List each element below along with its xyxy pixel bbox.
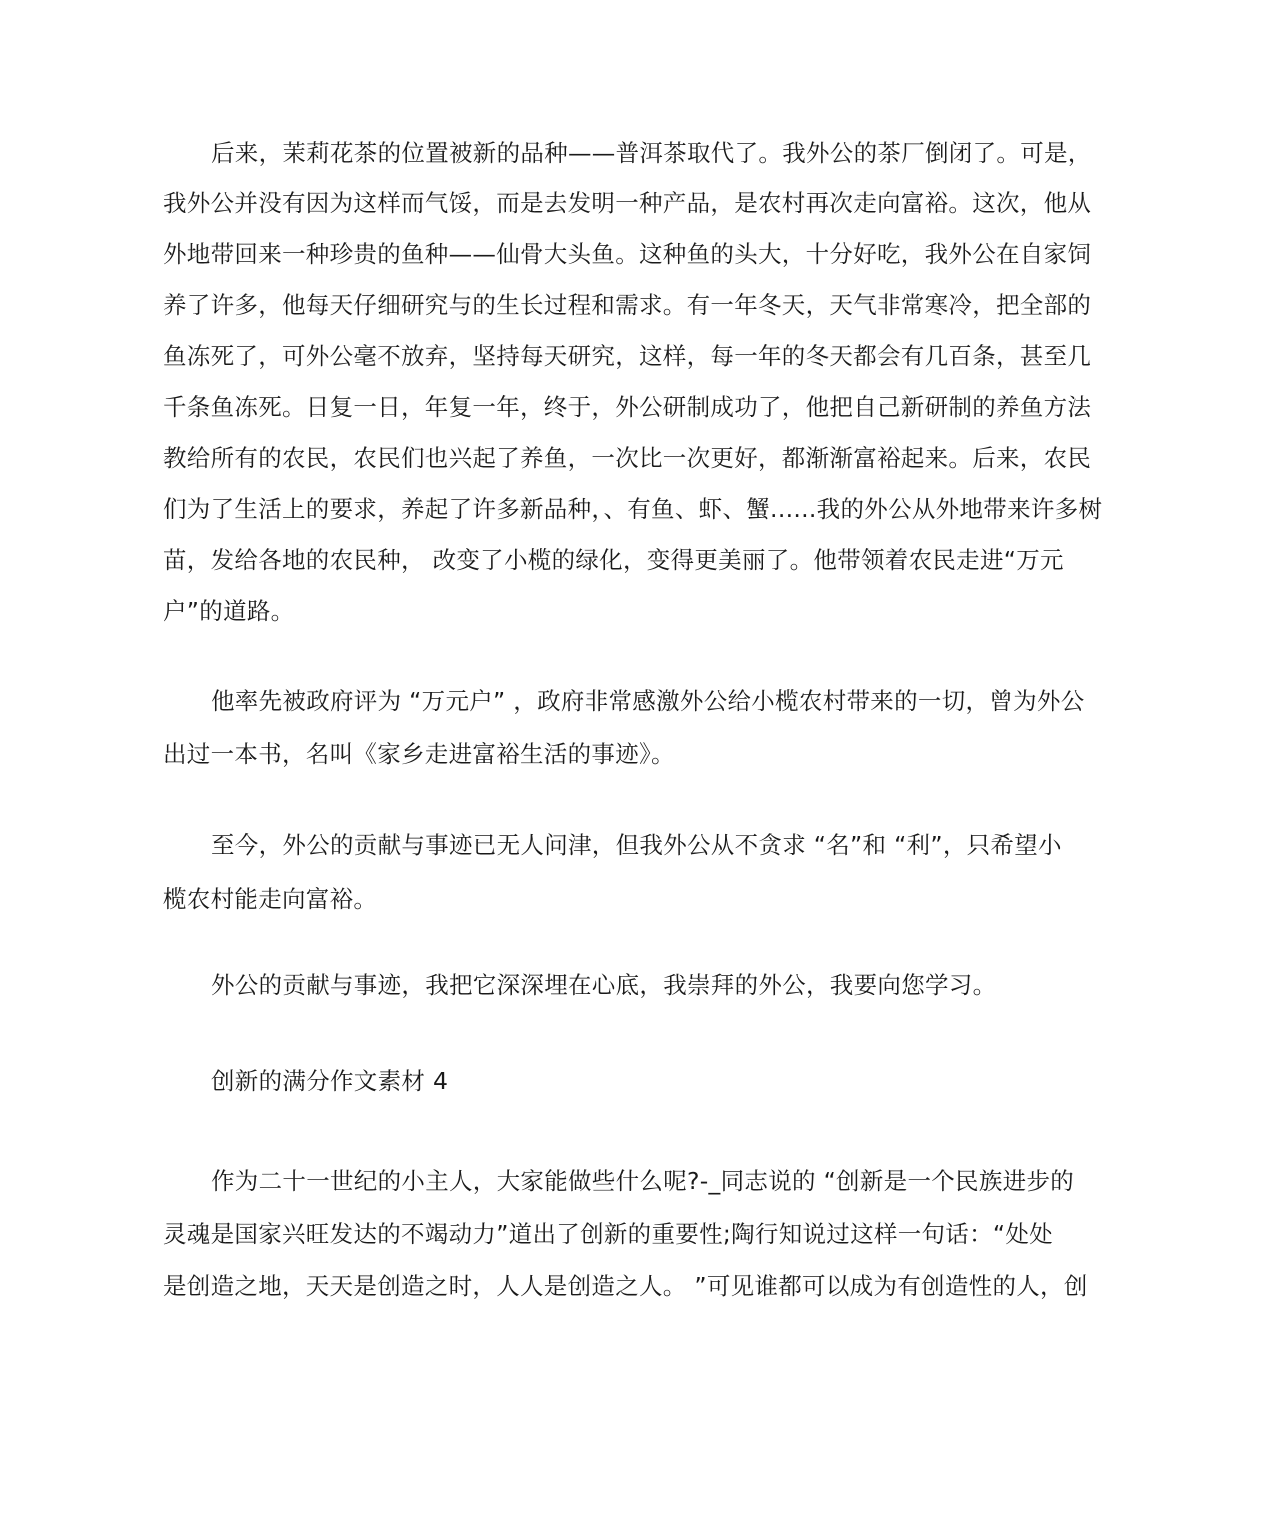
- text-line: 苗，发给各地的农民种， 改变了小榄的绿化，变得更美丽了。他带领着农民走进“万元: [163, 546, 1064, 574]
- text-line: 外公的贡献与事迹，我把它深深埋在心底，我崇拜的外公，我要向您学习。: [211, 971, 997, 999]
- text-line: 他率先被政府评为 “万元户” ，政府非常感激外公给小榄农村带来的一切，曾为外公: [211, 687, 1085, 715]
- text-line: 是创造之地，天天是创造之时，人人是创造之人。 ”可见谁都可以成为有创造性的人，创: [163, 1272, 1088, 1300]
- text-line: 作为二十一世纪的小主人，大家能做些什么呢?-_同志说的 “创新是一个民族进步的: [211, 1167, 1075, 1195]
- text-line: 们为了生活上的要求，养起了许多新品种，、有鱼、虾、蟹......我的外公从外地带来许多树: [163, 495, 1103, 523]
- text-line: 出过一本书，名叫《家乡走进富裕生活的事迹》。: [163, 740, 675, 768]
- section-heading: 创新的满分作文素材 4: [211, 1067, 449, 1095]
- text-line: 户”的道路。: [163, 597, 295, 625]
- text-line: 教给所有的农民，农民们也兴起了养鱼，一次比一次更好，都渐渐富裕起来。后来，农民: [163, 444, 1092, 472]
- text-line: 我外公并没有因为这样而气馁，而是去发明一种产品，是农村再次走向富裕。这次，他从: [163, 189, 1092, 217]
- text-line: 鱼冻死了，可外公毫不放弃，坚持每天研究，这样，每一年的冬天都会有几百条，甚至几: [163, 342, 1092, 370]
- text-line: 至今，外公的贡献与事迹已无人问津，但我外公从不贪求 “名”和 “利”，只希望小: [211, 831, 1062, 859]
- text-line: 灵魂是国家兴旺发达的不竭动力”道出了创新的重要性;陶行知说过这样一句话：“处处: [163, 1220, 1053, 1248]
- text-line: 养了许多，他每天仔细研究与的生长过程和需求。有一年冬天，天气非常寒冷，把全部的: [163, 291, 1092, 319]
- text-line: 后来，茉莉花茶的位置被新的品种——普洱茶取代了。我外公的茶厂倒闭了。可是，: [211, 139, 1092, 167]
- text-line: 榄农村能走向富裕。: [163, 885, 378, 913]
- text-line: 外地带回来一种珍贵的鱼种——仙骨大头鱼。这种鱼的头大，十分好吃，我外公在自家饲: [163, 240, 1092, 268]
- text-line: 千条鱼冻死。日复一日，年复一年，终于，外公研制成功了，他把自己新研制的养鱼方法: [163, 393, 1092, 421]
